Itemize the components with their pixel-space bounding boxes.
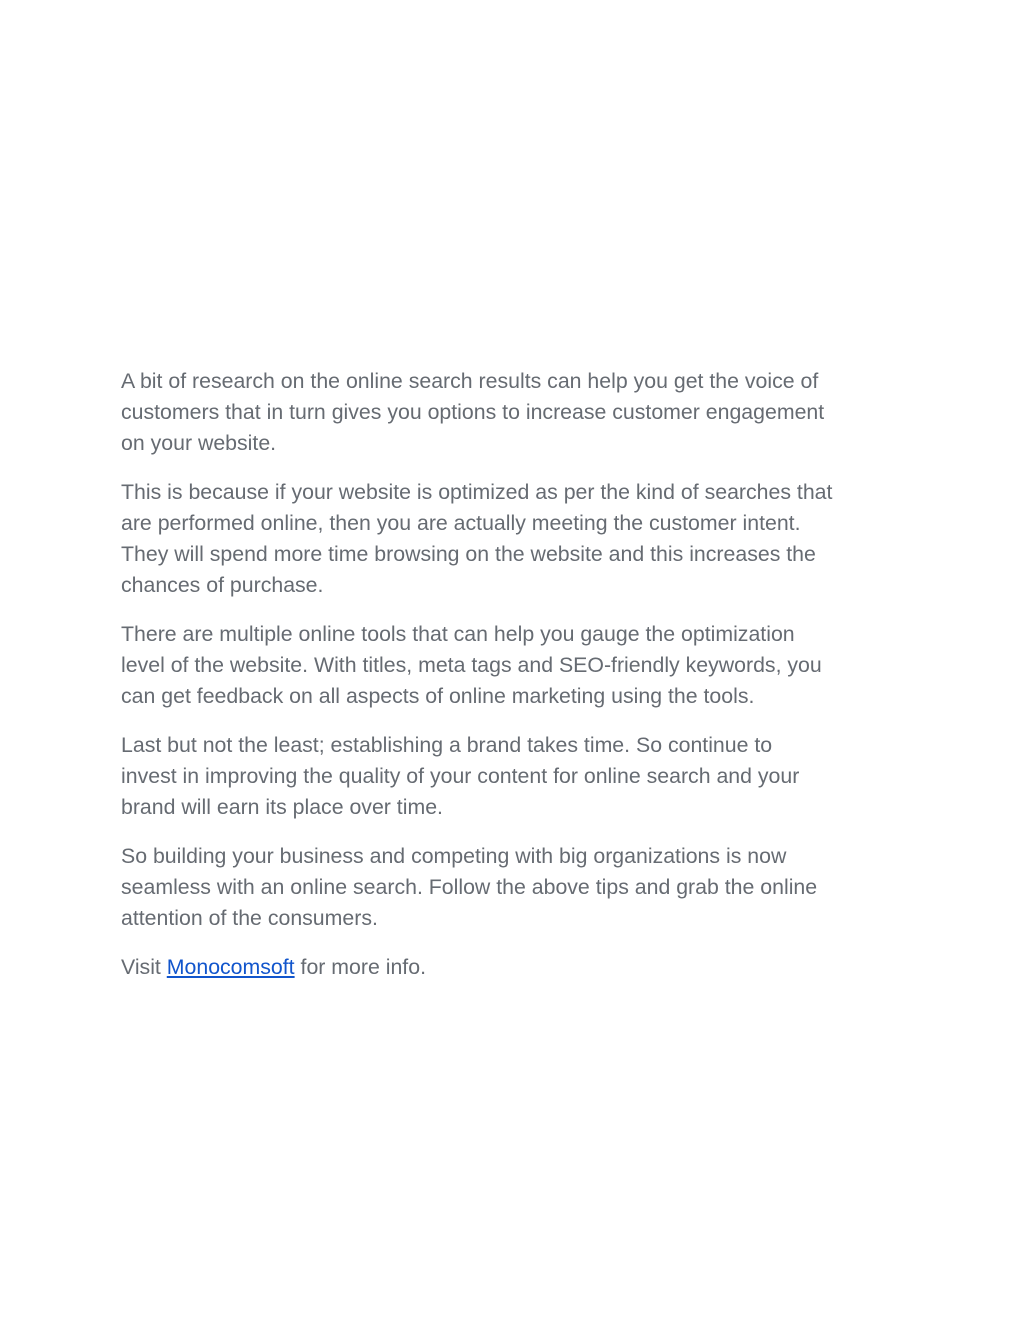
paragraph-research [121,366,921,459]
text-line: They will spend more time browsing on the website and this increases the [121,542,816,566]
monocomsoft-link[interactable]: Monocomsoft [166,955,295,979]
paragraph-conclusion [121,841,921,934]
visit-prefix: Visit [121,955,167,979]
text-line: chances of purchase. [121,573,324,597]
text-line: brand will earn its place over time. [121,795,443,819]
text-line: customers that in turn gives you options to increase customer engagement [121,400,825,424]
text-line: There are multiple online tools that can help you gauge the optimization [121,622,795,646]
paragraph-optimization [121,477,921,601]
text-line: seamless with an online search. Follow the above tips and grab the online [121,875,818,899]
text-line: attention of the consumers. [121,906,378,930]
paragraph-visit [121,952,921,983]
text-line: A bit of research on the online search results can help you get the voice of [121,369,819,393]
text-line: level of the website. With titles, meta tags and SEO-friendly keywords, you [121,653,822,677]
text-line: So building your business and competing with big organizations is now [121,844,787,868]
text-line: This is because if your website is optimized as per the kind of searches that [121,480,833,504]
visit-suffix: for more info. [294,955,426,979]
paragraph-online-tools [121,619,921,712]
text-line: on your website. [121,431,277,455]
text-line: are performed online, then you are actually meeting the customer intent. [121,511,801,535]
paragraph-brand [121,730,921,823]
text-line: Last but not the least; establishing a brand takes time. So continue to [121,733,773,757]
text-line: invest in improving the quality of your content for online search and your [121,764,800,788]
text-line: can get feedback on all aspects of online marketing using the tools. [121,684,755,708]
document-body [121,366,921,1001]
